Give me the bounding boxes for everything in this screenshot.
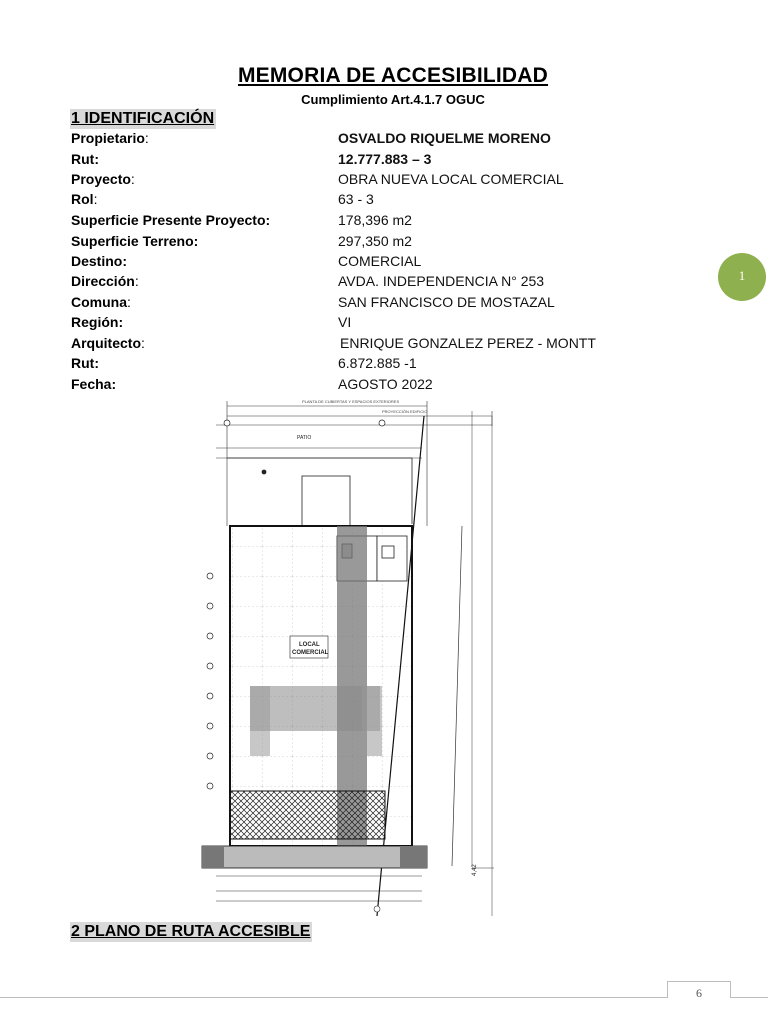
page-number: 6 (667, 981, 731, 998)
field-value: ENRIQUE GONZALEZ PEREZ - MONTT (340, 335, 596, 351)
floor-plan-drawing (172, 396, 522, 918)
patio-label: PATIO (297, 435, 312, 441)
field-value: OBRA NUEVA LOCAL COMERCIAL (338, 171, 564, 187)
field-value: 63 - 3 (338, 191, 374, 207)
field-label: Fecha: (71, 376, 117, 392)
field-row-propietario (71, 128, 691, 148)
storefront-hatch (230, 791, 385, 839)
field-row-rut-arquitecto (71, 353, 691, 373)
field-row-rut (71, 149, 691, 169)
field-value: 6.872.885 -1 (338, 355, 417, 371)
patio-outline (227, 458, 412, 526)
field-row-superficie-terreno (71, 231, 691, 251)
field-label: Superficie Terreno: (71, 233, 199, 249)
field-row-proyecto (71, 169, 691, 189)
sidewalk (202, 846, 427, 868)
field-label: Propietario: (71, 130, 149, 146)
document-title: MEMORIA DE ACCESIBILIDAD (237, 64, 549, 87)
room-label-line-2: COMERCIAL (292, 650, 329, 656)
room-label-line-1: LOCAL (299, 642, 320, 648)
field-row-arquitecto (71, 333, 691, 353)
field-row-superficie-proyecto (71, 210, 691, 230)
field-label: Rol: (71, 191, 98, 207)
field-value: COMERCIAL (338, 253, 422, 269)
section-heading-identificacion: 1 IDENTIFICACIÓN (71, 110, 215, 127)
svg-text:4,42: 4,42 (472, 864, 478, 876)
field-label: Comuna: (71, 294, 131, 310)
field-row-destino (71, 251, 691, 271)
field-value: SAN FRANCISCO DE MOSTAZAL (338, 294, 555, 310)
field-value: 12.777.883 – 3 (338, 151, 432, 167)
page-footer-rule (0, 997, 768, 998)
field-label: Destino: (71, 253, 127, 269)
field-value: AVDA. INDEPENDENCIA N° 253 (338, 273, 545, 289)
field-label: Proyecto: (71, 171, 135, 187)
field-label: Rut: (71, 151, 99, 167)
field-label: Dirección: (71, 273, 139, 289)
field-label: Región: (71, 314, 124, 330)
dimension-lines-top (216, 401, 492, 526)
field-value: 178,396 m2 (338, 212, 412, 228)
dimension-lines-bottom (216, 868, 494, 912)
document-subtitle: Cumplimiento Art.4.1.7 OGUC (301, 92, 485, 107)
field-label: Superficie Presente Proyecto: (71, 212, 271, 228)
section-heading-plano: 2 PLANO DE RUTA ACCESIBLE (71, 923, 311, 940)
field-value: VI (338, 314, 352, 330)
field-row-region (71, 312, 691, 332)
field-value: 297,350 m2 (338, 233, 412, 249)
field-value: OSVALDO RIQUELME MORENO (338, 130, 551, 146)
field-row-comuna (71, 292, 691, 312)
field-row-rol (71, 189, 691, 209)
svg-text:PROYECCIÓN EDIFICIO: PROYECCIÓN EDIFICIO (382, 409, 428, 414)
svg-text:PLANTA DE CUBIERTAS Y ESPACIOS: PLANTA DE CUBIERTAS Y ESPACIOS EXTERIORES (302, 399, 400, 404)
field-label: Rut: (71, 355, 99, 371)
field-row-fecha (71, 374, 691, 394)
field-value: AGOSTO 2022 (338, 376, 433, 392)
field-label: Arquitecto: (71, 335, 145, 351)
field-row-direccion (71, 271, 691, 291)
comment-marker[interactable]: 1 (718, 253, 766, 301)
